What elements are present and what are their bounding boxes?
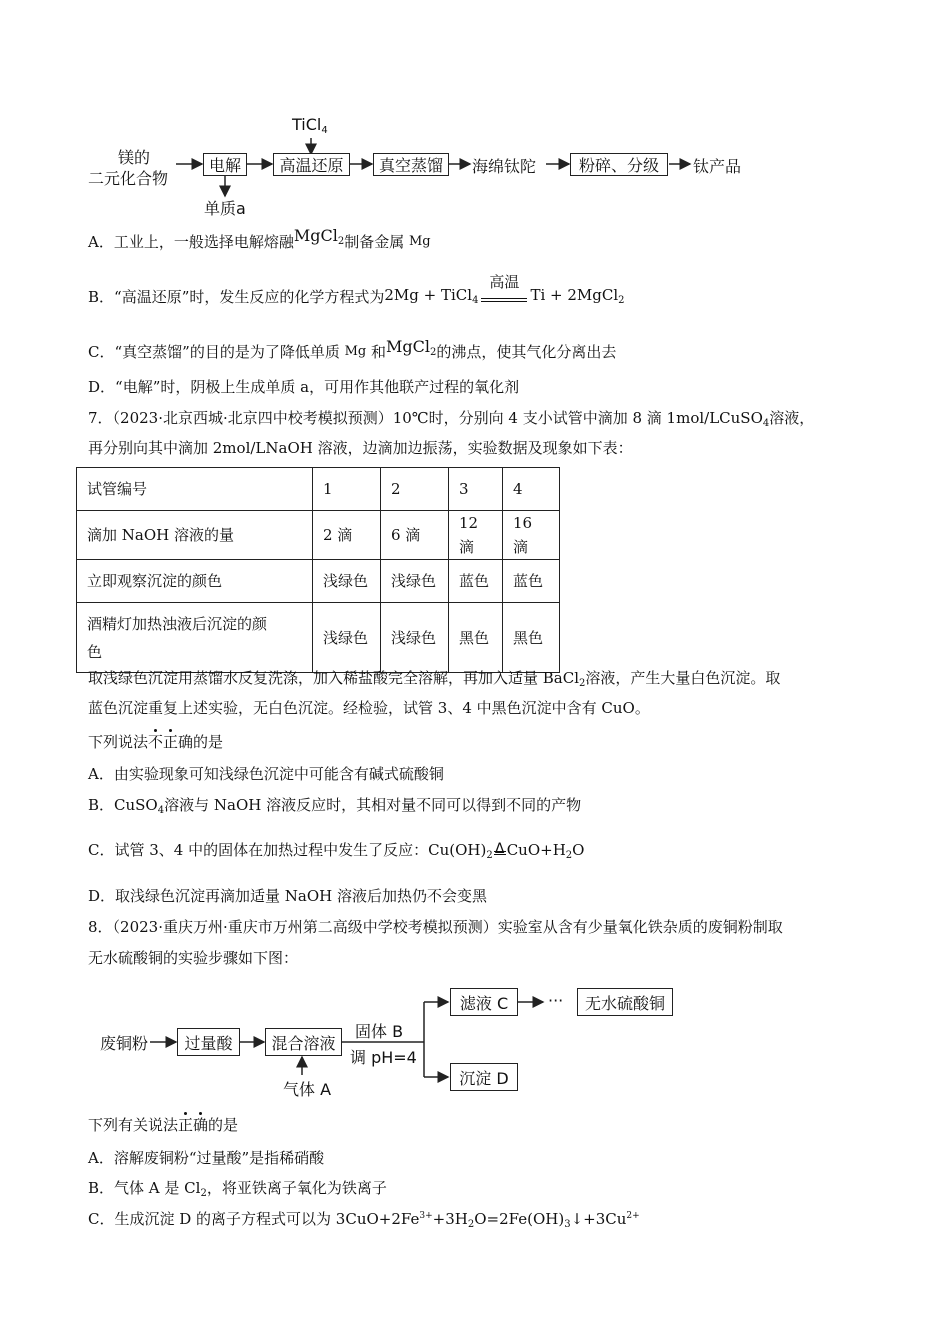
flow1-output: 单质a <box>204 199 246 218</box>
flow1-intermediate: 海绵钛陀 <box>472 157 537 176</box>
flow1-input: TiCl$_4$ <box>292 115 328 136</box>
q7-stem-line2: 再分别向其中滴加 2mol/LNaOH 溶液，边滴加边振荡，实验数据及现象如下表： <box>88 439 633 457</box>
table-cell: 立即观察沉淀的颜色 <box>77 560 313 603</box>
q7-option-a: A．由实验现象可知浅绿色沉淀中可能含有碱式硫酸铜 <box>88 765 444 783</box>
q6-option-c: C．“真空蒸馏”的目的是为了降低单质 Mg 和MgCl$_2$的沸点，使其气化分离出去 <box>88 337 617 361</box>
q7-option-b: B．CuSO$_4$溶液与 NaOH 溶液反应时，其相对量不同可以得到不同的产物 <box>88 796 582 816</box>
flow1-start-line2: 二元化合物 <box>88 169 169 188</box>
flow2-dots: ··· <box>548 991 564 1010</box>
table-cell: 浅绿色 <box>313 603 381 673</box>
table-cell: 浅绿色 <box>381 603 449 673</box>
table-cell: 黑色 <box>449 603 503 673</box>
table-cell: 1 <box>313 468 381 511</box>
flow2-box-acid: 过量酸 <box>177 1028 240 1056</box>
q7-data-table <box>76 467 560 673</box>
flow1-step-distillation: 真空蒸馏 <box>373 153 449 176</box>
q8-stem-line1: 8．（2023·重庆万州·重庆市万州第二高级中学校考模拟预测）实验室从含有少量氧化铁杂质的废铜粉制取 <box>88 918 783 936</box>
flow1-step-electrolysis: 电解 <box>203 153 247 176</box>
flow2-box-product: 无水硫酸铜 <box>577 988 673 1016</box>
q8-option-a: A．溶解废铜粉“过量酸”是指稀硝酸 <box>88 1149 325 1167</box>
q7-after-line1: 取浅绿色沉淀用蒸馏水反复洗涤，加入稀盐酸完全溶解，再加入适量 BaCl$_2$溶液，产生大量白色沉淀。取 <box>88 669 781 689</box>
q7-after-line2: 蓝色沉淀重复上述实验，无白色沉淀。经检验，试管 3、4 中黑色沉淀中含有 CuO。 <box>88 699 650 717</box>
q7-emphasis: 不正 <box>148 733 179 751</box>
table-cell: 6 滴 <box>381 511 449 560</box>
flow2-box-mixture: 混合溶液 <box>265 1028 342 1056</box>
table-cell: 12 滴 <box>449 511 503 560</box>
table-cell: 浅绿色 <box>381 560 449 603</box>
q8-emphasis: 正确 <box>178 1116 209 1134</box>
flow2-start: 废铜粉 <box>100 1034 149 1053</box>
table-cell: 蓝色 <box>503 560 560 603</box>
q7-stem-line1: 7．（2023·北京西城·北京四中校考模拟预测）10℃时，分别向 4 支小试管中滴加 8 滴 1mol/LCuSO$_4$溶液， <box>88 409 815 429</box>
table-row <box>77 511 560 560</box>
flow2-branch-top: 固体 B <box>355 1022 404 1041</box>
q6-b-condition: 高温 <box>489 273 520 291</box>
table-cell: 4 <box>503 468 560 511</box>
q8-option-b: B．气体 A 是 $Cl_2$，将亚铁离子氧化为铁离子 <box>88 1179 387 1199</box>
q7-question: 下列说法不正确的是 <box>88 733 224 751</box>
table-row <box>77 603 560 673</box>
q6-option-b: B．“高温还原”时，发生反应的化学方程式为2Mg + TiCl$_4$ 高温 Ti + 2MgCl$_2$ <box>88 273 625 306</box>
table-cell: 3 <box>449 468 503 511</box>
table-cell: 蓝色 <box>449 560 503 603</box>
table-cell: 黑色 <box>503 603 560 673</box>
table-row <box>77 560 560 603</box>
flow1-step-crush: 粉碎、分级 <box>570 153 668 176</box>
q6-option-d: D．“电解”时，阴极上生成单质 a，可用作其他联产过程的氧化剂 <box>88 378 520 396</box>
q7-option-c: C．试管 3、4 中的固体在加热过程中发生了反应：$Cu(OH)_2$ Δ $CuO+H_2O$ <box>88 841 585 861</box>
table-cell: 浅绿色 <box>313 560 381 603</box>
table-cell: 滴加 NaOH 溶液的量 <box>77 511 313 560</box>
q6-option-a: A．工业上，一般选择电解熔融MgCl$_2$制备金属 Mg <box>88 226 431 251</box>
q7-c-condition: Δ <box>494 841 505 857</box>
q8-question: 下列有关说法正确的是 <box>88 1116 239 1134</box>
flowchart-titanium-arrows <box>0 0 950 230</box>
flow2-branch-bottom: 调 pH=4 <box>350 1048 417 1067</box>
flow1-start-line1: 镁的 <box>118 148 151 167</box>
flow2-box-precipitate: 沉淀 D <box>450 1063 518 1091</box>
table-cell: 酒精灯加热浊液后沉淀的颜 色 <box>77 603 313 673</box>
table-cell: 2 滴 <box>313 511 381 560</box>
q8-stem-line2: 无水硫酸铜的实验步骤如下图： <box>88 949 299 967</box>
flow2-gas: 气体 A <box>283 1080 332 1099</box>
q7-option-d: D．取浅绿色沉淀再滴加适量 NaOH 溶液后加热仍不会变黑 <box>88 887 488 905</box>
flow1-end: 钛产品 <box>693 157 742 176</box>
table-cell: 试管编号 <box>77 468 313 511</box>
table-cell: 2 <box>381 468 449 511</box>
flow1-step-reduction: 高温还原 <box>273 153 350 176</box>
table-cell: 16 滴 <box>503 511 560 560</box>
flow2-box-filtrate: 滤液 C <box>450 988 518 1016</box>
q8-option-c: C．生成沉淀 D 的离子方程式可以为 $3CuO+2Fe^{3+}+3H_2O=2Fe(OH)_3↓+3Cu^{2+}$ <box>88 1210 640 1230</box>
table-row <box>77 468 560 511</box>
